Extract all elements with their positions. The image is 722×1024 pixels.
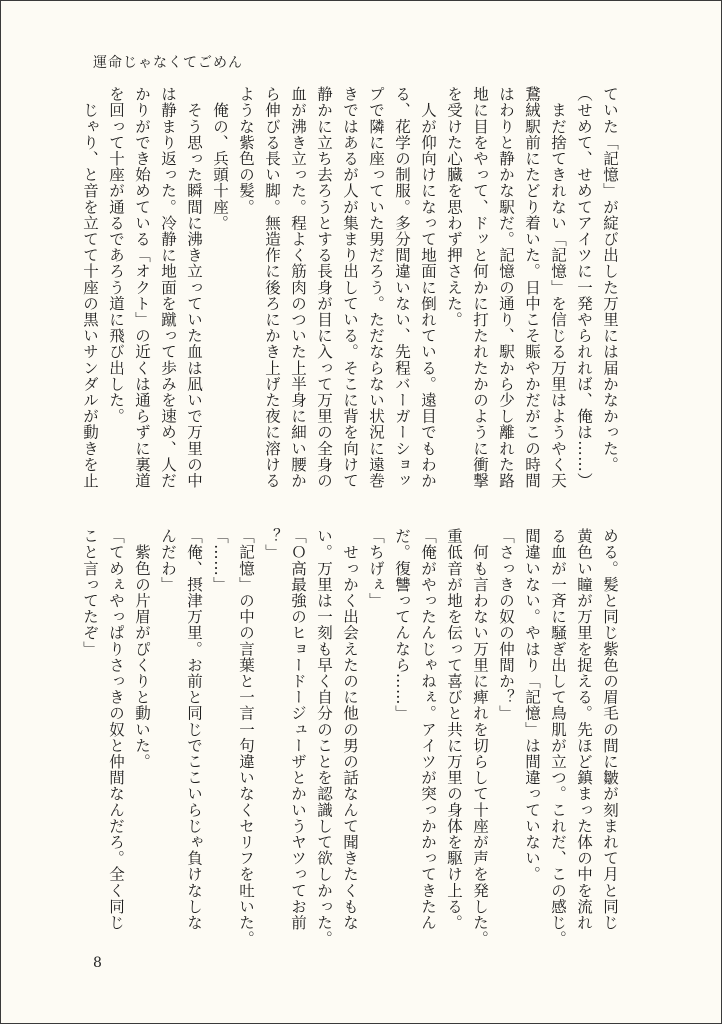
text-line: 重低音が地を伝って喜びと共に万里の身体を駆け上る。 [445, 528, 463, 931]
text-line: 鵞絨駅前にたどり着いた。日中こそ賑やかだがこの時間 [523, 86, 541, 489]
text-line: は静まり返った。冷静に地面を蹴って歩みを速め、人だ [159, 86, 177, 489]
text-line: 「Ｏ高最強のヒョードージューザとかいうヤツってお前 [289, 528, 307, 931]
text-line: 黄色い瞳が万里を捉える。先ほど鎮まった体の中を流れ [575, 528, 593, 931]
text-line: そう思った瞬間に沸き立っていた血は凪いで万里の中 [185, 86, 203, 489]
text-line: 「記憶」の中の言葉と一言一句違いなくセリフを吐いた。 [237, 528, 255, 947]
upper-text-block [77, 86, 623, 489]
page-number: 8 [93, 955, 102, 971]
text-line: い。万里は一刻も早く自分のことを認識して欲しかった。 [315, 528, 333, 947]
text-line: 「さっきの奴の仲間か？」 [497, 528, 515, 722]
text-line: 「俺、摂津万里。お前と同じでここいらじゃ負けなしな [185, 528, 203, 931]
text-line: 「ちげぇ」 [367, 528, 385, 609]
text-line: だ。復讐ってんなら……」 [393, 528, 411, 722]
text-line: 「……」 [211, 528, 229, 593]
text-line: はわりと静かな駅だ。記憶の通り、駅から少し離れた路 [497, 86, 515, 489]
text-line: プで隣に座っていた男だろう。ただならない状況に遠巻 [367, 86, 385, 489]
text-line: る、花学の制服。多分間違いない、先程バーガーショッ [393, 86, 411, 489]
text-line: 地に目をやって、ドッと何かに打たれたかのように衝撃 [471, 86, 489, 489]
text-line: 何も言わない万里に痺れを切らして十座が声を発した。 [471, 528, 489, 947]
text-line: 静かに立ち去ろうとする長身が目に入って万里の全身の [315, 86, 333, 489]
text-line: 「てめぇやっぱりさっきの奴と仲間なんだろ。全く同じ [107, 528, 125, 931]
lower-text-block [77, 528, 623, 947]
text-line: こと言ってたぞ」 [81, 528, 99, 657]
running-header-title: 運命じゃなくてごめん [93, 55, 243, 71]
text-line: 間違いない。やはり「記憶」は間違っていない。 [523, 528, 541, 883]
text-line: かりができ始めている「オクト」の近くは通らずに裏道 [133, 86, 151, 489]
text-line: 俺の、兵頭十座。 [211, 86, 229, 231]
text-line: 「俺がやったんじゃねぇ。アイツが突っかかってきたん [419, 528, 437, 931]
text-line: 人が仰向けになって地面に倒れている。遠目でもわか [419, 86, 437, 489]
text-line: める。髪と同じ紫色の眉毛の間に皺が刻まれて月と同じ [601, 528, 619, 931]
text-line: んだわ」 [159, 528, 177, 593]
text-line: を回って十座が通るであろう道に飛び出した。 [107, 86, 125, 425]
text-line: ような紫色の髪。 [237, 86, 255, 215]
text-line: ら伸びる長い脚。無造作に後ろにかき上げた夜に溶ける [263, 86, 281, 489]
text-line: きではあるが人が集まり出している。そこに背を向けて [341, 86, 359, 489]
text-line: （せめて、せめてアイツに一発やられれば、俺は……） [575, 86, 593, 489]
text-line: を受けた心臓を思わず押さえた。 [445, 86, 463, 328]
text-line: 血が沸き立った。程よく筋肉のついた上半身に細い腰か [289, 86, 307, 489]
text-line: ？」 [263, 528, 281, 561]
text-line: 紫色の片眉がぴくりと動いた。 [133, 528, 151, 770]
text-line: せっかく出会えたのに他の男の話なんて聞きたくもな [341, 528, 359, 931]
text-line: まだ捨てきれない「記憶」を信じる万里はようやく天 [549, 86, 567, 489]
text-line: じゃり、と音を立てて十座の黒いサンダルが動きを止 [81, 86, 99, 489]
text-line: ていた「記憶」が綻び出した万里には届かなかった。 [601, 86, 619, 473]
text-line: る血が一斉に騒ぎ出して鳥肌が立つ。これだ、この感じ。 [549, 528, 567, 947]
